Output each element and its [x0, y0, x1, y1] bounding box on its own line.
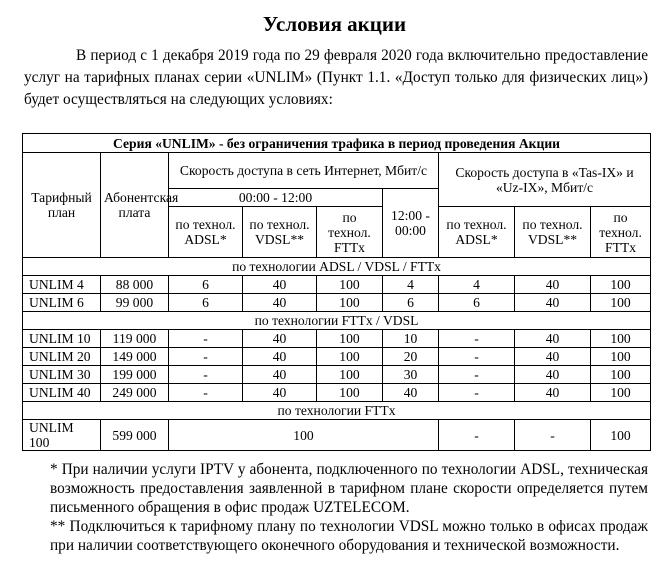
speed-cell: 40 — [243, 366, 317, 384]
speed-cell: 40 — [515, 276, 591, 294]
speed-cell: 40 — [515, 384, 591, 402]
speed-cell: 100 — [317, 384, 383, 402]
plan-name-cell: UNLIM 20 — [23, 348, 101, 366]
speed-cell: 100 — [169, 420, 439, 451]
header-period-day: 00:00 - 12:00 — [169, 189, 383, 207]
speed-cell: - — [169, 348, 243, 366]
plan-name-cell: UNLIM 10 — [23, 330, 101, 348]
section-row — [23, 402, 651, 420]
table-row — [23, 294, 651, 312]
speed-cell: 100 — [591, 384, 651, 402]
speed-cell: 30 — [383, 366, 439, 384]
section-label: по технологии FTTx / VDSL — [23, 312, 651, 330]
speed-cell: 100 — [591, 330, 651, 348]
footnotes — [50, 460, 648, 555]
section-row — [23, 312, 651, 330]
speed-cell: 40 — [515, 348, 591, 366]
plan-name-cell: UNLIM 40 — [23, 384, 101, 402]
speed-cell: 40 — [515, 366, 591, 384]
header-internet-speed: Скорость доступа в сеть Интернет, Мбит/с — [169, 153, 439, 189]
speed-cell: 40 — [243, 348, 317, 366]
fee-cell: 88 000 — [101, 276, 169, 294]
speed-cell: 100 — [317, 276, 383, 294]
section-label: по технологии ADSL / VDSL / FTTx — [23, 258, 651, 276]
footnote-vdsl: ** Подключиться к тарифному плану по технологии VDSL можно только в офисах продаж при наличии соответствующего оконечного оборудования и технической возможности. — [50, 518, 648, 554]
table-caption: Серия «UNLIM» - без ограничения трафика в период проведения Акции — [23, 134, 651, 153]
speed-cell: 100 — [591, 366, 651, 384]
fee-cell: 199 000 — [101, 366, 169, 384]
header-tasix-speed: Скорость доступа в «Tas-IX» и «Uz-IX», Мбит/с — [439, 153, 651, 207]
speed-cell: 100 — [317, 366, 383, 384]
table-row — [23, 384, 651, 402]
speed-cell: 100 — [591, 420, 651, 451]
speed-cell: 100 — [591, 276, 651, 294]
page-title: Условия акции — [262, 12, 407, 36]
section-label: по технологии FTTx — [23, 402, 651, 420]
footnote-adsl: * При наличии услуги IPTV у абонента, подключенного по технологии ADSL, техническая возможность предоставления заявленной в тарифном плане скорости определяется путем письменного обращения в офис продаж UZTELECOM. — [50, 461, 648, 516]
fee-cell: 149 000 — [101, 348, 169, 366]
intro-paragraph — [24, 45, 648, 111]
speed-cell: 40 — [243, 384, 317, 402]
speed-cell: - — [439, 384, 515, 402]
speed-cell: 4 — [439, 276, 515, 294]
plan-name-cell: UNLIM 4 — [23, 276, 101, 294]
speed-cell: 6 — [383, 294, 439, 312]
header-tasix-adsl: по технол. ADSL* — [439, 207, 515, 258]
fee-cell: 99 000 — [101, 294, 169, 312]
speed-cell: 100 — [317, 348, 383, 366]
speed-cell: 40 — [243, 276, 317, 294]
speed-cell: 100 — [591, 294, 651, 312]
speed-cell: 100 — [317, 330, 383, 348]
table-row — [23, 366, 651, 384]
speed-cell: 40 — [243, 294, 317, 312]
speed-cell: - — [169, 330, 243, 348]
speed-cell: 100 — [591, 348, 651, 366]
speed-cell: - — [515, 420, 591, 451]
speed-cell: - — [439, 330, 515, 348]
header-fee: Абонентская плата — [101, 153, 169, 258]
table-row — [23, 330, 651, 348]
fee-cell: 119 000 — [101, 330, 169, 348]
speed-cell: - — [439, 348, 515, 366]
speed-cell: 6 — [439, 294, 515, 312]
speed-cell: 40 — [383, 384, 439, 402]
table-row — [23, 348, 651, 366]
tariff-table — [22, 133, 651, 451]
header-tasix-vdsl: по технол. VDSL** — [515, 207, 591, 258]
table-row — [23, 276, 651, 294]
speed-cell: 10 — [383, 330, 439, 348]
header-internet-fttx: по технол. FTTx — [317, 207, 383, 258]
speed-cell: 40 — [515, 294, 591, 312]
speed-cell: - — [169, 366, 243, 384]
speed-cell: 40 — [515, 330, 591, 348]
plan-name-cell: UNLIM 100 — [23, 420, 101, 451]
speed-cell: 6 — [169, 276, 243, 294]
header-plan: Тарифный план — [23, 153, 101, 258]
header-tasix-fttx: по технол. FTTx — [591, 207, 651, 258]
header-internet-vdsl: по технол. VDSL** — [243, 207, 317, 258]
header-period-night: 12:00 - 00:00 — [383, 189, 439, 258]
intro-text: В период с 1 декабря 2019 года по 29 февраля 2020 года включительно предоставление услуг на тарифных планах серии «UNLIM» (Пункт 1.1. «Доступ только для физических лиц») будет осуществляться на следующих условиях: — [24, 47, 648, 108]
section-row — [23, 258, 651, 276]
table-row — [23, 420, 651, 451]
speed-cell: 100 — [317, 294, 383, 312]
speed-cell: 20 — [383, 348, 439, 366]
speed-cell: - — [169, 384, 243, 402]
plan-name-cell: UNLIM 30 — [23, 366, 101, 384]
speed-cell: 6 — [169, 294, 243, 312]
speed-cell: - — [439, 420, 515, 451]
speed-cell: 4 — [383, 276, 439, 294]
speed-cell: - — [439, 366, 515, 384]
fee-cell: 249 000 — [101, 384, 169, 402]
speed-cell: 40 — [243, 330, 317, 348]
plan-name-cell: UNLIM 6 — [23, 294, 101, 312]
fee-cell: 599 000 — [101, 420, 169, 451]
header-internet-adsl: по технол. ADSL* — [169, 207, 243, 258]
